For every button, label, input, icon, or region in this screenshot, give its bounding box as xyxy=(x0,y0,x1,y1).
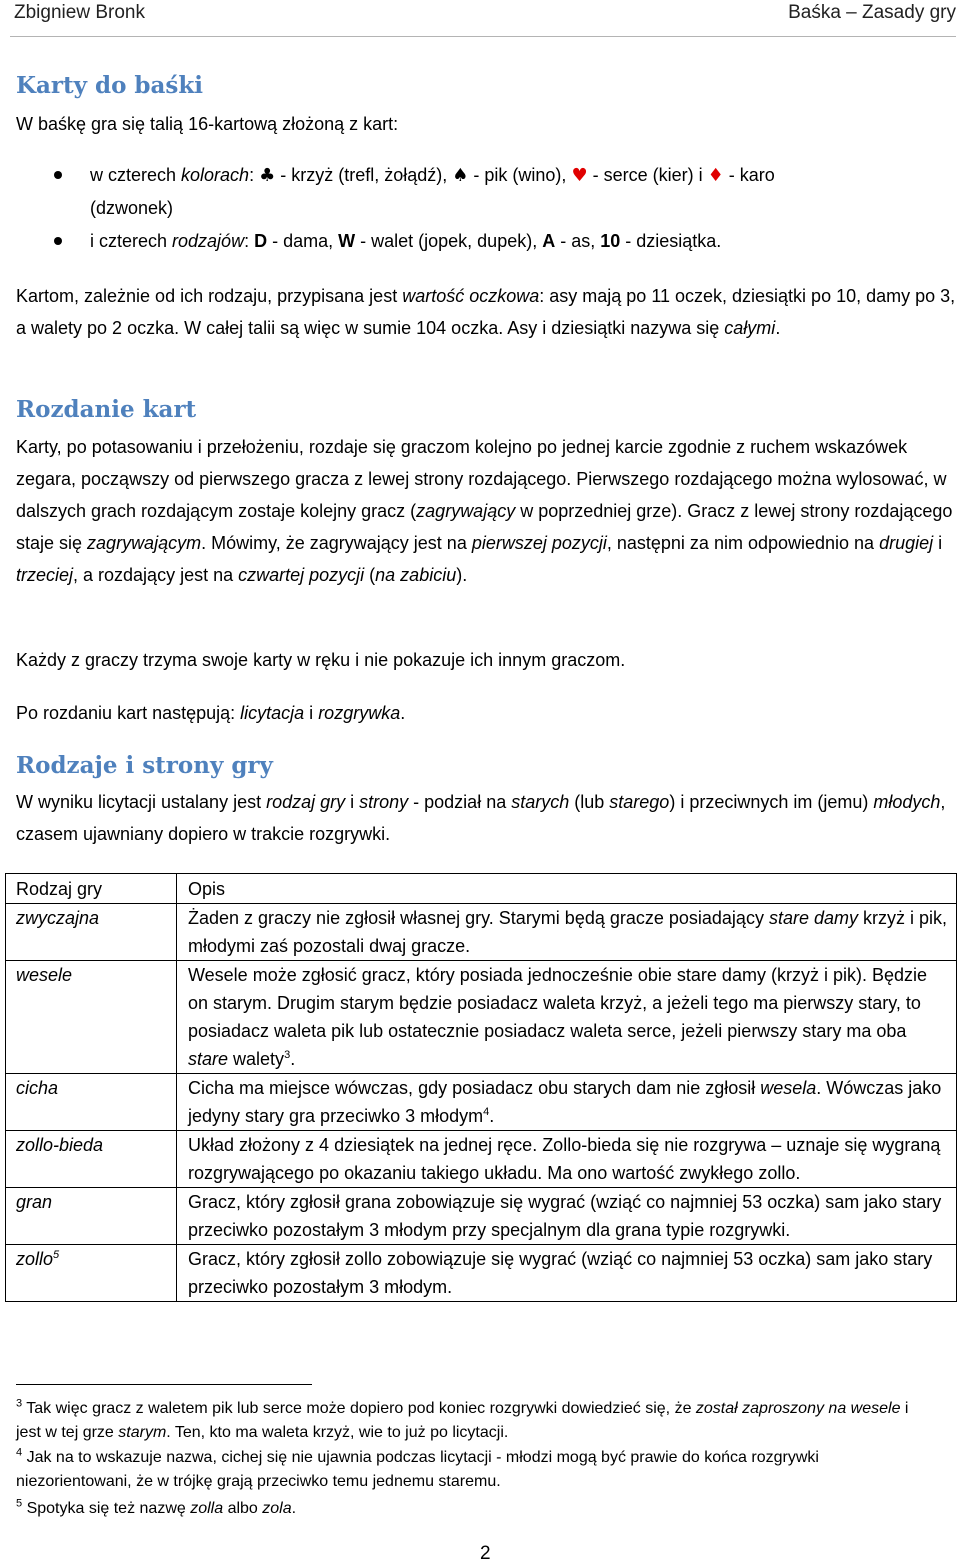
clubs-icon: ♣ xyxy=(259,165,276,186)
heading-rozdanie: Rozdanie kart xyxy=(16,396,197,423)
table-row xyxy=(6,904,957,961)
game-name: zollo$^5$ xyxy=(6,1245,177,1302)
game-name: zwyczajna xyxy=(6,904,177,961)
footnote-ref: 5 xyxy=(53,1249,60,1261)
game-description: Układ złożony z 4 dziesiątek na jednej ręce. Zollo-bieda się nie rozgrywa – uznaje się wygraną rozgrywającego po okazaniu takiego układu. Ma ono wartość zwykłego zollo. xyxy=(177,1131,957,1188)
game-name: zollo-bieda xyxy=(6,1131,177,1188)
rozdanie-paragraph: Karty, po potasowaniu i przełożeniu, rozdaje się graczom kolejno po jednej karcie zgodnie z ruchem wskazówek zegara, począwszy od pierwszego gracza z lewej strony rozdającego. Pierwszego rozdającego można wylosować, w dalszych grach rozdającym zostaje kolejny gracz (zagrywający w poprzedniej grze). Gracz z lewej strony rozdającego staje się zagrywającym. Mówimy, że zagrywający jest na pierwszej pozycji, następni za nim odpowiednio na drugiej i trzeciej, a rozdający jest na czwartej pozycji (na zabiciu). xyxy=(16,437,953,585)
heading-rodzaje: Rodzaje i strony gry xyxy=(16,752,273,779)
footnote-ref: 3 xyxy=(284,1049,291,1061)
footnote-separator xyxy=(16,1384,312,1385)
game-description: Wesele może zgłosić gracz, który posiada jednocześnie obie stare damy (krzyż i pik). Będzie on starym. Drugim starym będzie posiadacz waleta krzyż, a jeżeli tego ma pierwszy stary, to posiadacz waleta pik lub ostatecznie posiadacz waleta serce, jeżeli pierwszy stary ma oba stare walety$^3$. xyxy=(177,961,957,1074)
wartosc-paragraph: Kartom, zależnie od ich rodzaju, przypisana jest wartość oczkowa: asy mają po 11 oczek, dziesiątki po 10, damy po 3, a walety po 2 oczka. W całej talii są więc w sumie 104 oczka. Asy i dziesiątki nazywa się całymi. xyxy=(16,286,956,338)
karty-w-reku-paragraph: Każdy z graczy trzyma swoje karty w ręku i nie pokazuje ich innym graczom. xyxy=(16,650,626,670)
table-row xyxy=(6,961,957,1074)
heading-karty: Karty do baśki xyxy=(16,72,204,99)
table-row xyxy=(6,1074,957,1131)
game-description: Gracz, który zgłosił zollo zobowiązuje się wygrać (wziąć co najmniej 53 oczka) sam jako stary przeciwko pozostałym 3 młodym. xyxy=(177,1245,957,1302)
header-author: Zbigniew Bronk xyxy=(14,2,145,23)
page-number: 2 xyxy=(480,1543,491,1564)
game-name: gran xyxy=(6,1188,177,1245)
header-title: Baśka – Zasady gry xyxy=(788,2,956,23)
bullet-kolory: w czterech kolorach: ♣ - krzyż (trefl, żołądź), ♠ - pik (wino), ♥ - serce (kier) i ♦ - karo (dzwonek) xyxy=(90,165,775,218)
rodzaje-paragraph: W wyniku licytacji ustalany jest rodzaj gry i strony - podział na starych (lub starego) i przeciwnych im (jemu) młodych, czasem ujawniany dopiero w trakcie rozgrywki. xyxy=(16,792,946,844)
footnote-3: $^3$ Tak więc gracz z waletem pik lub serce może dopiero pod koniec rozgrywki dowiedzieć się, że został zaproszony na wesele i jest w tej grze starym. Ten, kto ma waleta krzyż, wie to już po licytacji. xyxy=(16,1397,909,1441)
po-rozdaniu-paragraph: Po rozdaniu kart następują: licytacja i rozgrywka. xyxy=(16,703,406,723)
page-header xyxy=(14,2,956,28)
hearts-icon: ♥ xyxy=(571,165,588,186)
intro-paragraph: W baśkę gra się talią 16-kartową złożoną z kart: xyxy=(16,114,399,134)
header-rodzaj: Rodzaj gry xyxy=(6,874,177,904)
game-name: cicha xyxy=(6,1074,177,1131)
spades-icon: ♠ xyxy=(452,165,469,186)
header-rule xyxy=(10,36,956,37)
diamonds-icon: ♦ xyxy=(707,165,724,186)
game-description: Żaden z graczy nie zgłosił własnej gry. Starymi będą gracze posiadający stare damy krzyż i pik, młodymi zaś pozostali dwaj gracze. xyxy=(177,904,957,961)
bullet-rodzaje: i czterech rodzajów: D - dama, W - walet (jopek, dupek), A - as, 10 - dziesiątka. xyxy=(90,231,722,251)
footnote-ref: 4 xyxy=(483,1106,490,1118)
table-row xyxy=(6,1188,957,1245)
game-description: Cicha ma miejsce wówczas, gdy posiadacz obu starych dam nie zgłosił wesela. Wówczas jako jedyny stary gra przeciwko 3 młodym$^4$. xyxy=(177,1074,957,1131)
footnote-4: $^4$ Jak na to wskazuje nazwa, cichej się nie ujawnia podczas licytacji - młodzi mogą być prawie do końca rozgrywki niezorientowani, że w trójkę grają przeciwko temu jednemu staremu. xyxy=(16,1446,819,1490)
table-row xyxy=(6,1131,957,1188)
header-opis: Opis xyxy=(177,874,957,904)
footnote-5: $^5$ Spotyka się też nazwę zolla albo zola. xyxy=(16,1497,297,1517)
table-row xyxy=(6,1245,957,1302)
game-name: wesele xyxy=(6,961,177,1074)
game-description: Gracz, który zgłosił grana zobowiązuje się wygrać (wziąć co najmniej 53 oczka) sam jako stary przeciwko pozostałym 3 młodym przy specjalnym dla grana typie rozgrywki. xyxy=(177,1188,957,1245)
table-header-row xyxy=(6,874,957,904)
game-types-table xyxy=(5,873,957,1302)
bullet-dot xyxy=(54,171,62,179)
bullet-dot xyxy=(54,237,62,245)
